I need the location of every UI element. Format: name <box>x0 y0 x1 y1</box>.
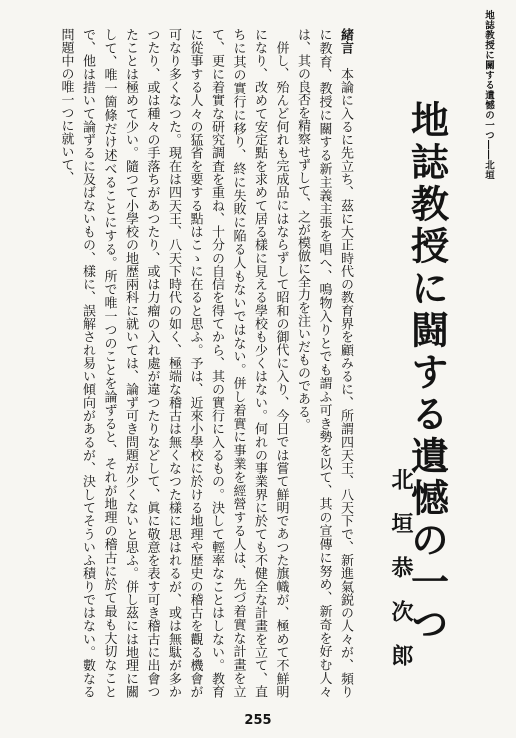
section-heading: 緒言 <box>338 28 353 55</box>
paragraph <box>292 28 357 698</box>
page-number: 255 <box>244 713 272 728</box>
paragraph-text: 併し、殆んど何れも完成品にはならずして昭和の御代に入り、今日では嘗て鮮明であつた旗幟が、極めて不鮮明になり、改めて安定點を求めて居る樣に見える學校も少くはない。何れの事業界に於ても不健全な計畫を立て、直ちに其の實行に移り、終に失敗に陥る人もないではない。併し着實に事業を經營する人は、先づ着實な計畫を立て、更に着實な研究調査を重ね、十分の自信を得てから、其の實行に入るもの。決して輕率なことはしない。教育に從事する人々の猛省を要する點はこゝに在ると思ふ。予は、近來小學校に於ける地理や歴史の稽古を觀る機會が可なり多くなつた。現在は四天王、八天下時代の如く、極端な稽古は無くなつた樣に思はれるが、或は無駄が多かつたり、或は種々の手落ちがあつたり、或は力瘤の入れ處が違つたりなどして、眞に敬意を表す可き稽古に出會つたことは極めて少い。隨つて小學校の地歴兩科に就いては、論ず可き問題が少くないと思ふ。併し茲には地理に關して、唯一箇條だけ述べることにする。所で唯一つのことを論ずると、それが地理の稽古に於て最も大切なことで、他は措いて論ずるに及ばないもの、樣に、誤解され易い傾向があるが、決してそういふ積りではない。數なる問題中の唯一つに就いて、 <box>58 28 289 698</box>
paragraph <box>55 28 292 698</box>
author-name: 北垣恭次郎 <box>388 468 414 688</box>
body-text <box>16 28 356 698</box>
running-head: 地誌教授に關する遺憾の一つ――北垣 <box>483 10 494 180</box>
paragraph-text: 本論に入るに先立ち、茲に大正時代の教育界を顧みるに、所謂四天王、八天下で、新進氣鋭の人々が、頻りに教育、教授に關する新主義主張を唱へ、鳴物入りとでも謂ふ可き勢を以て、其の宣傳に努め、新奇を好む人々は、其の良否を精察せずして、之が模倣に全力を注いだものである。 <box>295 28 353 698</box>
article-title: 地誌教授に闘する遺憾の一つ <box>404 100 450 646</box>
